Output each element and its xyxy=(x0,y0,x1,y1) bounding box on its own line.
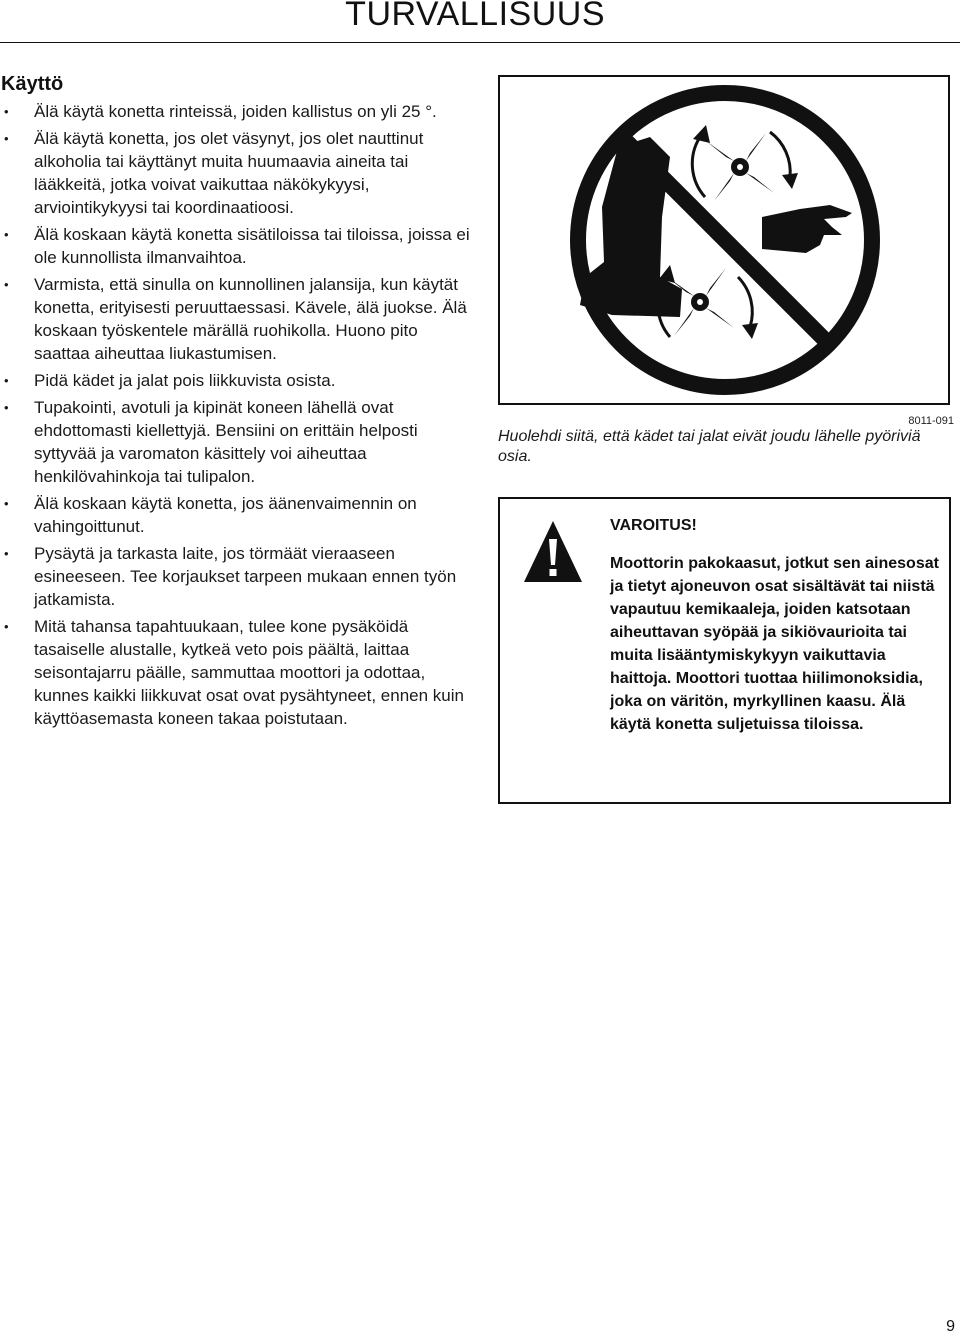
page-number: 9 xyxy=(946,1318,955,1335)
bullet-item: • Pidä kädet ja jalat pois liikkuvista osista. xyxy=(0,369,470,392)
warning-box xyxy=(498,497,951,804)
safety-bullet-list xyxy=(0,100,470,734)
bullet-item: • Tupakointi, avotuli ja kipinät koneen lähellä ovat ehdottomasti kiellettyjä. Bensiini on erittäin helposti syttyvää ja varomaton käsittely voi aiheuttaa henkilövahinkoja tai tulipalon. xyxy=(0,396,470,488)
figure-caption: Huolehdi siitä, että kädet tai jalat eivät joudu lähelle pyöriviä osia. xyxy=(498,428,921,465)
warning-text: Moottorin pakokaasut, jotkut sen ainesosat ja tietyt ajoneuvon osat sisältävät tai niistä vapautuu kemikaaleja, joiden katsotaan aiheuttavan syöpää ja sikiövaurioita tai muita lisääntymiskykyyn vaikuttavia haittoja. Moottori tuottaa hiilimonoksidia, joka on väritön, myrkyllinen kaasu. Älä käytä konetta suljetuissa tiloissa. xyxy=(610,555,939,733)
hand-icon xyxy=(762,205,852,253)
warning-triangle-icon xyxy=(522,519,584,585)
blade-icon xyxy=(706,133,774,201)
bullet-item: • Pysäytä ja tarkasta laite, jos törmäät vieraaseen esineeseen. Tee korjaukset tarpeen mukaan ennen työn jatkamista. xyxy=(0,542,470,611)
header-rule xyxy=(0,42,960,43)
bullet-item: • Varmista, että sinulla on kunnollinen jalansija, kun käytät konetta, erityisesti peruuttaessasi. Kävele, älä juokse. Älä koskaan työskentele märällä ruohikolla. Huono pito saattaa aiheuttaa liukastumisen. xyxy=(0,273,470,365)
prohibition-rotating-blades-icon xyxy=(500,77,948,403)
bullet-item: • Mitä tahansa tapahtuukaan, tulee kone pysäköidä tasaiselle alustalle, kytkeä veto pois päältä, laittaa seisontajarru päälle, sammuttaa moottori ja odottaa, kunnes kaikki liikkuvat osat ovat pysähtyneet, ennen kuin käyttöasemasta koneen takaa poistutaan. xyxy=(0,615,470,730)
figure-code: 8011-091 xyxy=(908,415,954,427)
bullet-item: • Älä koskaan käytä konetta, jos äänenvaimennin on vahingoittunut. xyxy=(0,492,470,538)
bullet-item: • Älä käytä konetta, jos olet väsynyt, jos olet nauttinut alkoholia tai käyttänyt muita huumaavia aineita tai lääkkeitä, jotka voivat vaikuttaa näkökykyysi, arviointikykyysi tai koordinaatioosi. xyxy=(0,127,470,219)
bullet-item: • Älä koskaan käytä konetta sisätiloissa tai tiloissa, joissa ei ole kunnollista ilmanvaihtoa. xyxy=(0,223,470,269)
warning-title: VAROITUS! xyxy=(610,517,697,534)
page-header-title: TURVALLISUUS xyxy=(345,0,605,33)
section-title: Käyttö xyxy=(1,73,64,95)
bullet-item: • Älä käytä konetta rinteissä, joiden kallistus on yli 25 °. xyxy=(0,100,470,123)
prohibition-figure xyxy=(498,75,950,405)
